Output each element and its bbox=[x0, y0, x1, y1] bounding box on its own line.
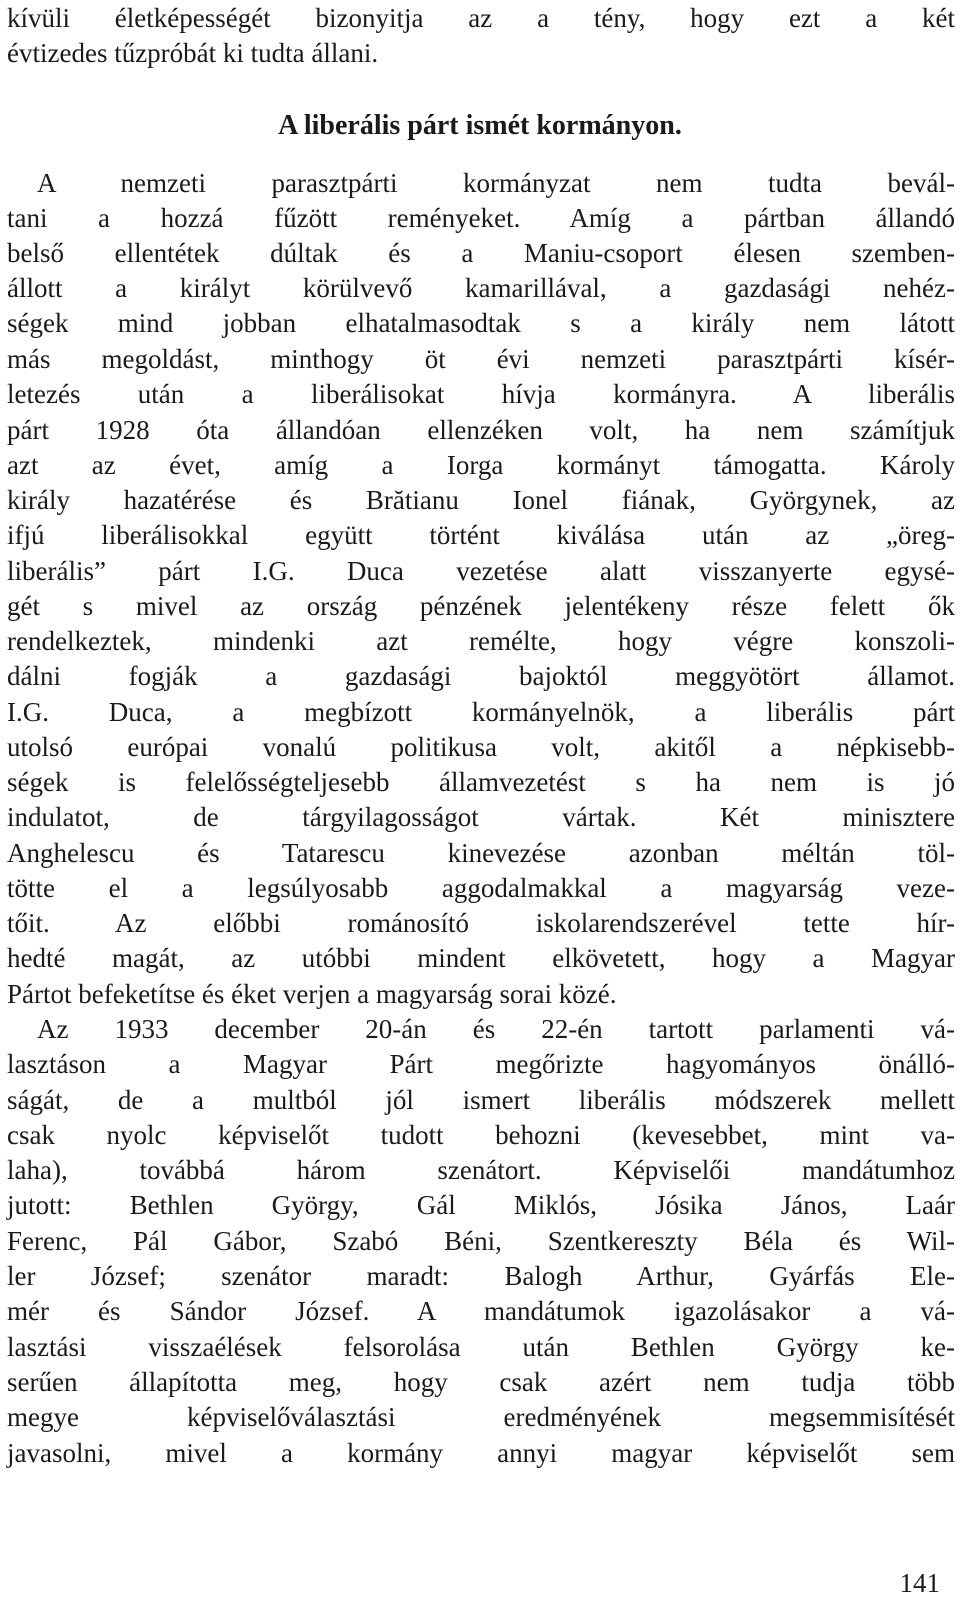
paragraph-line: dálni fogják a gazdasági bajoktól meggyötört államot. bbox=[7, 661, 955, 691]
paragraph-line: laha), továbbá három szenátort. Képviselői mandátumhoz bbox=[7, 1155, 955, 1185]
paragraph-line: tőit. Az előbbi románosító iskolarendszerével tette hír- bbox=[7, 908, 955, 938]
paragraph-line: párt 1928 óta állandóan ellenzéken volt, ha nem számítjuk bbox=[7, 415, 955, 445]
paragraph-line: Ferenc, Pál Gábor, Szabó Béni, Szentkereszty Béla és Wil- bbox=[7, 1226, 955, 1256]
paragraph-line: király hazatérése és Brătianu Ionel fiának, Györgynek, az bbox=[7, 485, 955, 515]
paragraph-line: utolsó európai vonalú politikusa volt, akitől a népkisebb- bbox=[7, 732, 955, 762]
paragraph-line: letezés után a liberálisokat hívja kormányra. A liberális bbox=[7, 379, 955, 409]
paragraph-line: gét s mivel az ország pénzének jelentékeny része felett ők bbox=[7, 591, 955, 621]
paragraph-line: ségek mind jobban elhatalmasodtak s a király nem látott bbox=[7, 308, 955, 338]
paragraph-line: lasztási visszaélések felsorolása után Bethlen György ke- bbox=[7, 1332, 955, 1362]
paragraph-line: I.G. Duca, a megbízott kormányelnök, a liberális párt bbox=[7, 697, 955, 727]
paragraph-line: hedté magát, az utóbbi mindent elkövetett, hogy a Magyar bbox=[7, 943, 955, 973]
paragraph-line: állott a királyt körülvevő kamarillával, a gazdasági nehéz- bbox=[7, 273, 955, 303]
paragraph-line: ler József; szenátor maradt: Balogh Arthur, Gyárfás Ele- bbox=[7, 1261, 955, 1291]
paragraph-line: ságát, de a multból jól ismert liberális módszerek mellett bbox=[7, 1085, 955, 1115]
paragraph-line: belső ellentétek dúltak és a Maniu-csoport élesen szemben- bbox=[7, 238, 955, 268]
paragraph-line: ségek is felelősségteljesebb államvezetést s ha nem is jó bbox=[7, 767, 955, 797]
paragraph-line: megye képviselőválasztási eredményének megsemmisítését bbox=[7, 1402, 955, 1432]
paragraph-line: Anghelescu és Tatarescu kinevezése azonban méltán töl- bbox=[7, 838, 955, 868]
paragraph-line: jutott: Bethlen György, Gál Miklós, Jósika János, Laár bbox=[7, 1190, 955, 1220]
paragraph-line: serűen állapította meg, hogy csak azért nem tudja több bbox=[7, 1367, 955, 1397]
paragraph-line: csak nyolc képviselőt tudott behozni (kevesebbet, mint va- bbox=[7, 1120, 955, 1150]
paragraph-line: Az 1933 december 20-án és 22-én tartott parlamenti vá- bbox=[37, 1014, 955, 1044]
intro-line: kívüli életképességét bizonyitja az a tény, hogy ezt a két bbox=[7, 3, 955, 33]
page-number: 141 bbox=[899, 1568, 940, 1598]
intro-line: évtizedes tűzpróbát ki tudta állani. bbox=[7, 38, 379, 68]
paragraph-line: javasolni, mivel a kormány annyi magyar képviselőt sem bbox=[7, 1438, 955, 1468]
paragraph-line: azt az évet, amíg a Iorga kormányt támogatta. Károly bbox=[7, 450, 955, 480]
paragraph-line: tötte el a legsúlyosabb aggodalmakkal a magyarság veze- bbox=[7, 873, 955, 903]
paragraph-line: rendelkeztek, mindenki azt remélte, hogy végre konszoli- bbox=[7, 626, 955, 656]
paragraph-line: lasztáson a Magyar Párt megőrizte hagyományos önálló- bbox=[7, 1049, 955, 1079]
paragraph-line: tani a hozzá fűzött reményeket. Amíg a pártban állandó bbox=[7, 203, 955, 233]
paragraph-line: liberális” párt I.G. Duca vezetése alatt visszanyerte egysé- bbox=[7, 556, 955, 586]
paragraph-line: más megoldást, minthogy öt évi nemzeti parasztpárti kísér- bbox=[7, 344, 955, 374]
paragraph-line: indulatot, de tárgyilagosságot vártak. Két minisztere bbox=[7, 802, 955, 832]
paragraph-line: Pártot befeketítse és éket verjen a magyarság sorai közé. bbox=[7, 979, 617, 1009]
paragraph-line: mér és Sándor József. A mandátumok igazolásakor a vá- bbox=[7, 1296, 955, 1326]
section-heading: A liberális párt ismét kormányon. bbox=[278, 110, 682, 141]
paragraph-line: A nemzeti parasztpárti kormányzat nem tudta bevál- bbox=[37, 168, 955, 198]
paragraph-line: ifjú liberálisokkal együtt történt kiválása után az „öreg- bbox=[7, 520, 955, 550]
